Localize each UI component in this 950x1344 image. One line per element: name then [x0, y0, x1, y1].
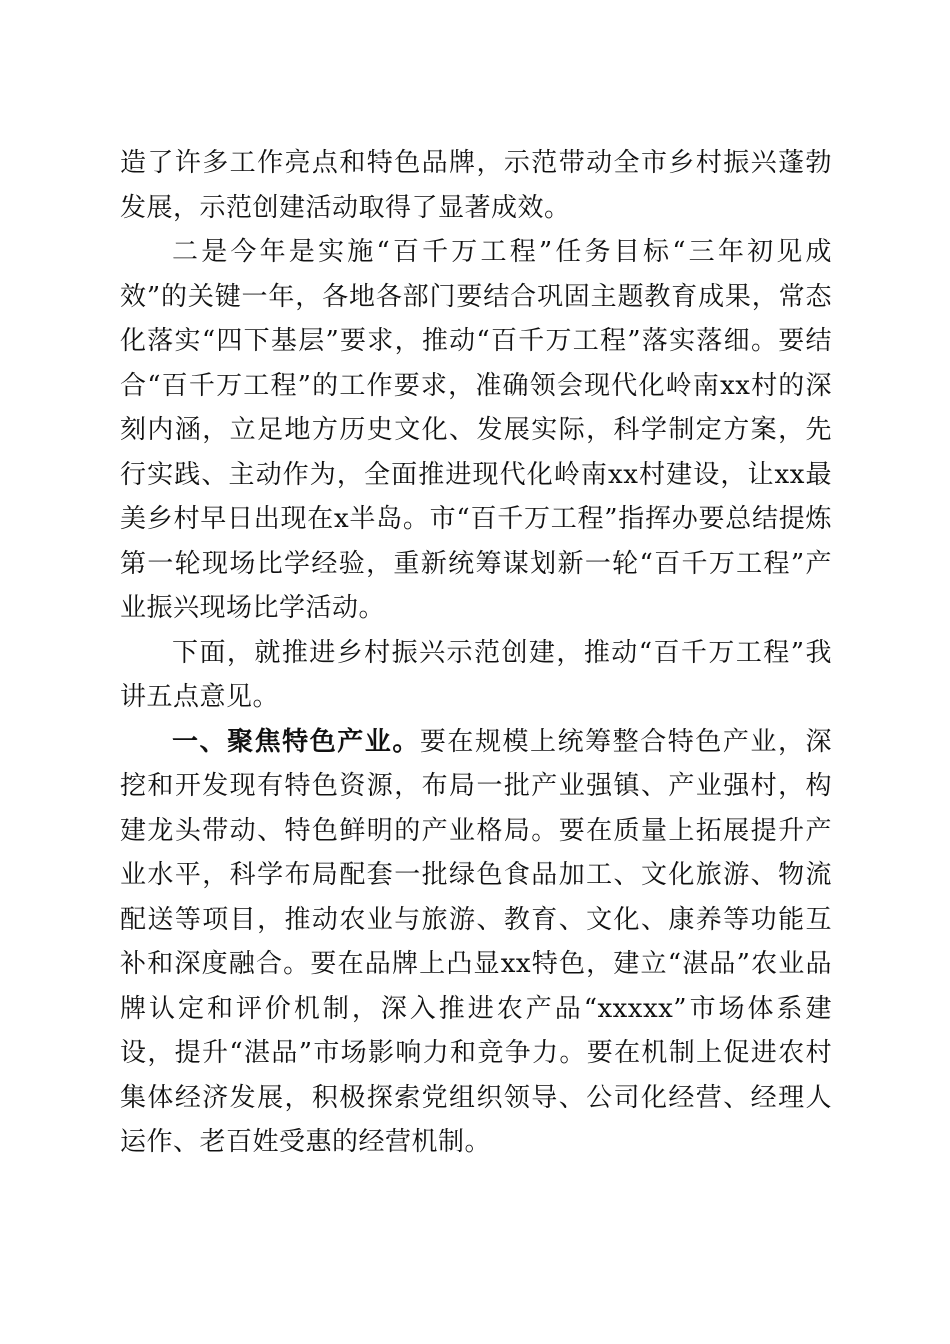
paragraph-continuation: 造了许多工作亮点和特色品牌，示范带动全市乡村振兴蓬勃发展，示范创建活动取得了显著成效。	[120, 148, 832, 223]
section-one-body: 要在规模上统筹整合特色产业，深挖和开发现有特色资源，布局一批产业强镇、产业强村，构建龙头带动、特色鲜明的产业格局。要在质量上拓展提升产业水平，科学布局配套一批绿色食品加工、文化旅游、物流配送等项目，推动农业与旅游、教育、文化、康养等功能互补和深度融合。要在品牌上凸显xx特色，建立“湛品”农业品牌认定和评价机制，深入推进农产品“xxxxx”市场体系建设，提升“湛品”市场影响力和竞争力。要在机制上促进农村集体经济发展，积极探索党组织领导、公司化经营、经理人运作、老百姓受惠的经营机制。	[120, 726, 832, 1157]
paragraph-section-one	[120, 720, 832, 1165]
section-one-heading: 一、聚焦特色产业。	[172, 726, 420, 757]
paragraph-intro-opinions: 下面，就推进乡村振兴示范创建，推动“百千万工程”我讲五点意见。	[120, 637, 832, 712]
document-body	[120, 141, 832, 1165]
paragraph-second-point: 二是今年是实施“百千万工程”任务目标“三年初见成效”的关键一年，各地各部门要结合巩固主题教育成果，常态化落实“四下基层”要求，推动“百千万工程”落实落细。要结合“百千万工程”的工作要求，准确领会现代化岭南xx村的深刻内涵，立足地方历史文化、发展实际，科学制定方案，先行实践、主动作为，全面推进现代化岭南xx村建设，让xx最美乡村早日出现在x半岛。市“百千万工程”指挥办要总结提炼第一轮现场比学经验，重新统筹谋划新一轮“百千万工程”产业振兴现场比学活动。	[120, 237, 832, 623]
